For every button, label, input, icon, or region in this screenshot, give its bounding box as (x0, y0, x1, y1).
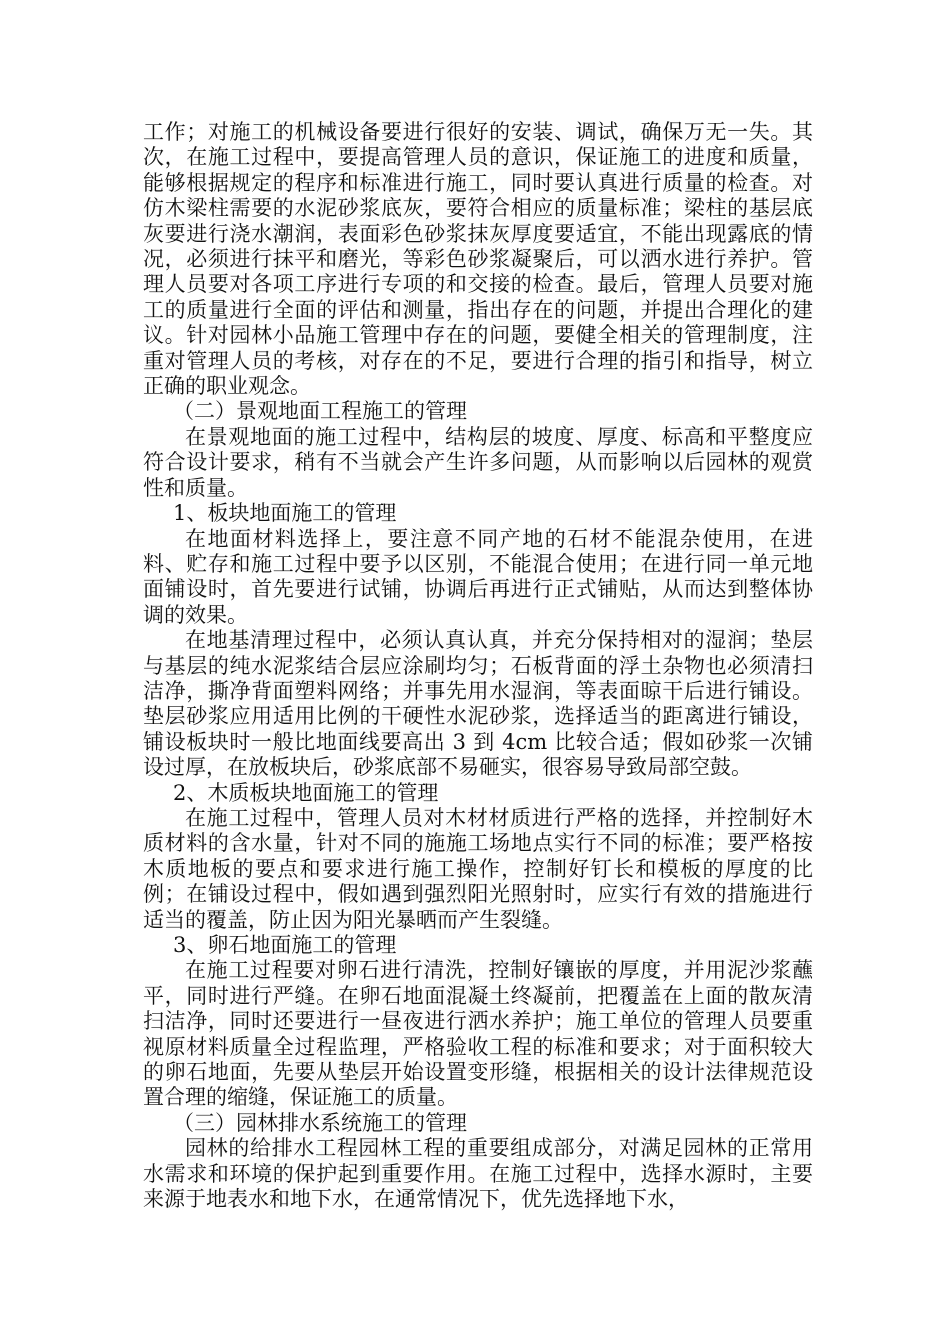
subheading-pebble-ground: 3、卵石地面施工的管理 (173, 933, 397, 957)
paragraph-construction-machinery: 工作；对施工的机械设备要进行很好的安装、调试，确保万无一失。其次，在施工过程中，要提高管理人员的意识，保证施工的进度和质量，能够根据规定的程序和标准进行施工，同时要认真进行质量的检查。对仿木梁柱需要的水泥砂浆底灰，要符合相应的质量标准；梁柱的基层底灰要进行浇水潮润，表面彩色砂浆抹灰厚度要适宜，不能出现露底的情况，必须进行抹平和磨光，等彩色砂浆凝聚后，可以洒水进行养护。管理人员要对各项工序进行专项的和交接的检查。最后，管理人员要对施工的质量进行全面的评估和测量，指出存在的问题，并提出合理化的建议。针对园林小品施工管理中存在的问题，要健全相关的管理制度，注重对管理人员的考核，对存在的不足，要进行合理的指引和指导，树立正确的职业观念。 (143, 120, 813, 399)
paragraph-material-selection: 在地面材料选择上，要注意不同产地的石材不能混杂使用，在进料、贮存和施工过程中要予以区别，不能混合使用；在进行同一单元地面铺设时，首先要进行试铺，协调后再进行正式铺贴，从而达到整体协调的效果。 (143, 526, 813, 627)
paragraph-pebble-construction: 在施工过程要对卵石进行清洗，控制好镶嵌的厚度，并用泥沙浆蘸平，同时进行严缝。在卵石地面混凝土终凝前，把覆盖在上面的散灰清扫洁净，同时还要进行一昼夜进行洒水养护；施工单位的管理人员要重视原材料质量全过程监理，严格验收工程的标准和要求；对于面积较大的卵石地面，先要从垫层开始设置变形缝，根据相关的设计法律规范设置合理的缩缝，保证施工的质量。 (143, 958, 813, 1110)
section-heading-drainage: （三）园林排水系统施工的管理 (173, 1110, 467, 1135)
subheading-wood-slab-ground: 2、木质板块地面施工的管理 (173, 780, 439, 805)
document-page (143, 120, 813, 1212)
paragraph-foundation-cleaning: 在地基清理过程中，必须认真认真，并充分保持相对的湿润；垫层与基层的纯水泥浆结合层应涂刷均匀；石板背面的浮土杂物也必须清扫洁净，撕净背面塑料网络；并事先用水湿润，等表面晾干后进行铺设。垫层砂浆应用适用比例的干硬性水泥砂浆，选择适当的距离进行铺设，铺设板块时一般比地面线要高出 3 到 4cm 比较合适；假如砂浆一次铺设过厚，在放板块后，砂浆底部不易砸实，很容易导致局部空鼓。 (143, 628, 813, 780)
paragraph-wood-construction: 在施工过程中，管理人员对木材材质进行严格的选择，并控制好木质材料的含水量，针对不同的施施工场地点实行不同的标准；要严格按木质地板的要点和要求进行施工操作，控制好钉长和模板的厚度的比例；在铺设过程中，假如遇到强烈阳光照射时，应实行有效的措施进行适当的覆盖，防止因为阳光暴晒而产生裂缝。 (143, 805, 813, 932)
paragraph-landscape-ground-intro: 在景观地面的施工过程中，结构层的坡度、厚度、标高和平整度应符合设计要求，稍有不当就会产生许多问题，从而影响以后园林的观赏性和质量。 (143, 424, 813, 500)
paragraph-drainage-intro: 园林的给排水工程园林工程的重要组成部分，对满足园林的正常用水需求和环境的保护起到重要作用。在施工过程中，选择水源时，主要来源于地表水和地下水，在通常情况下，优先选择地下水， (143, 1136, 813, 1212)
subheading-slab-ground: 1、板块地面施工的管理 (173, 501, 397, 526)
section-heading-landscape-ground: （二）景观地面工程施工的管理 (173, 399, 467, 424)
